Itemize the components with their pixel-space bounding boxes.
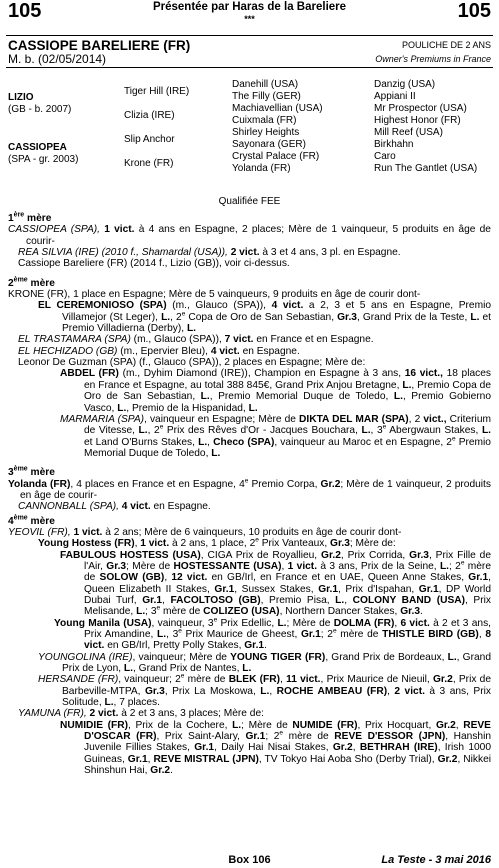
produce-cannonball: CANNONBALL (SPA), 4 vict. en Espagne.	[18, 501, 211, 513]
produce-youngolina: YOUNGOLINA (IRE), vainqueur; Mère de YOUNG TIGER (FR), Grand Prix de Bordeaux, L., Grand Prix de Lyon, L., Grand Prix de Nantes, L.	[38, 651, 491, 675]
produce-young-hostess: Young Hostess (FR), 1 vict. à 2 ans, 1 place, 2e Prix Vanteaux, Gr.3; Mère de:	[38, 536, 396, 550]
gen4-4: Highest Honor (FR)	[374, 115, 461, 126]
produce-el-trastamara: EL TRASTAMARA (SPA) (m., Glauco (SPA)), 7 vict. en France et en Espagne.	[18, 334, 374, 346]
sex-age: POULICHE DE 2 ANS	[401, 40, 491, 50]
section-heading-fourth-dam: 4ème mère	[8, 514, 55, 527]
gen3-7: Crystal Palace (FR)	[232, 151, 320, 162]
produce-numidie: NUMIDIE (FR), Prix de la Cochere, L.; Mère de NUMIDE (FR), Prix Hocquart, Gr.2, REVE D'OSCAR (FR), Prix Saint-Alary, Gr.1; 2e mère de REVE D'ESSOR (JPN), Hanshin Juvenile Fillies Stakes, Gr.1, Daily Hai Nisai Stakes, Gr.2, BETHRAH (IRE), Irish 1000 Guineas, Gr.1, REVE MISTRAL (JPN), TV Tokyo Hai Aoba Sho (Derby Trial), Gr.2, Nikkei Shinshun Hai, Gr.2.	[60, 719, 492, 777]
produce-leonor-de-guzman: Leonor De Guzman (SPA) (f., Glauco (SPA)), 2 places en Espagne; Mère de:	[18, 357, 366, 369]
gen4-2: Appiani II	[374, 91, 416, 102]
produce-abdel: ABDEL (FR) (m., Dyhim Diamond (IRE)), Champion en Espagne à 3 ans, 16 vict., 18 places en France et Espagne, au total 388 845€, Grand Prix Anjou Bretagne, L., Premio Copa de Oro de San Sebastian, L., Premio Memorial Duque de Toledo, L., Premio Gobierno Vasco, L., Premio de la Hispanidad, L.	[60, 368, 492, 414]
first-dam-line: CASSIOPEA (SPA), 1 vict. à 4 ans en Espagne, 2 places; Mère de 1 vainqueur, 5 produits en âge de courir-	[8, 224, 491, 247]
catalogue-page	[6, 0, 493, 868]
gen2-dam-sire: Slip Anchor	[124, 134, 175, 145]
produce-fabulous-hostess: FABULOUS HOSTESS (USA), CIGA Prix de Royallieu, Gr.2, Prix Corrida, Gr.3, Prix Fille de l'Air, Gr.3; Mère de HOSTESSANTE (USA), 1 vict. à 3 ans, Prix de la Seine, L.; 2e mère de SOLOW (GB), 12 vict. en GB/Irl, en France et en UAE, Queen Anne Stakes, Gr.1, Queen Elizabeth II Stakes, Gr.1, Sussex Stakes, Gr.1, Prix d'Ispahan, Gr.1, DP World Dubai Turf, Gr.1, FACOLTOSO (GB), Premio Pisa, L., COLONY BAND (USA), Prix Melisande, L.; 3e mère de COLIZEO (USA), Northern Dancer Stakes, Gr.3.	[60, 549, 492, 618]
gen3-8: Yolanda (FR)	[232, 163, 291, 174]
section-heading-first-dam: 1ère mère	[8, 211, 52, 224]
gen3-2: The Filly (GER)	[232, 91, 301, 102]
gen4-7: Caro	[374, 151, 396, 162]
produce-marmaria: MARMARIA (SPA), vainqueur en Espagne; Mère de DIKTA DEL MAR (SPA), 2 vict., Criterium de Vitesse, L., 2e Prix des Rêves d'Or - Jacques Bouchara, L., 3e Abergwaun Stakes, L. et Land O'Burns Stakes, L., Checo (SPA), vainqueur au Maroc et en Espagne, 2e Premio Memorial Duque de Toledo, L.	[60, 413, 491, 459]
gen3-1: Danehill (USA)	[232, 79, 299, 90]
gen3-6: Sayonara (GER)	[232, 139, 306, 150]
gen2-sire-sire: Tiger Hill (IRE)	[124, 86, 190, 97]
produce-yamuna: YAMUNA (FR), 2 vict. à 2 et 3 ans, 3 places; Mère de:	[18, 708, 264, 720]
sire-info: (GB - b. 2007)	[8, 104, 72, 115]
family-details	[8, 210, 491, 777]
sire-name: LIZIO	[8, 92, 34, 103]
owners-premiums: Owner's Premiums in France	[375, 54, 491, 64]
gen2-sire-dam: Clizia (IRE)	[124, 110, 175, 121]
presented-by: Présentée par Haras de la Bareliere	[152, 1, 347, 13]
gen3-3: Machiavellian (USA)	[232, 103, 323, 114]
dam-name: CASSIOPEA	[8, 142, 67, 153]
gen4-1: Danzig (USA)	[374, 79, 436, 90]
qualification-note: Qualifiée FEE	[218, 196, 281, 207]
produce-el-ceremonioso: EL CEREMONIOSO (SPA) (m., Glauco (SPA)), 4 vict. a 2, 3 et 5 ans en Espagne, Premio Villamejor (St Leger), L., 2e Copa de Oro de San Sebastian, Gr.3, Grand Prix de la Teste, L. et Premio Villadierna (Derby), L.	[38, 300, 491, 335]
produce-hersande: HERSANDE (FR), vainqueur; 2e mère de BLEK (FR), 11 vict., Prix Maurice de Nieuil, Gr.2, Prix de Barbeville-MTPA, Gr.3, Prix La Moskowa, L., ROCHE AMBEAU (FR), 2 vict. à 3 ans, Prix Solitude, L., 7 places.	[38, 673, 492, 709]
gen3-5: Shirley Heights	[232, 127, 300, 138]
lot-number-right: 105	[457, 0, 491, 22]
gen3-4: Cuixmala (FR)	[232, 115, 297, 126]
gen4-6: Birkhahn	[374, 139, 414, 150]
produce-el-hechizado: EL HECHIZADO (GB) (m., Epervier Bleu), 4 vict. en Espagne.	[18, 345, 300, 357]
venue-date: La Teste - 3 mai 2016	[381, 854, 491, 866]
third-dam-line: Yolanda (FR), 4 places en France et en Espagne, 4e Premio Corpa, Gr.2; Mère de 1 vainqueur, 2 produits en âge de courir-	[8, 477, 491, 501]
fourth-dam-line: YEOVIL (FR), 1 vict. à 2 ans; Mère de 6 vainqueurs, 10 produits en âge de courir dont-	[8, 526, 402, 538]
dam-info: (SPA - gr. 2003)	[8, 154, 79, 165]
header-rule-top	[6, 35, 493, 36]
gen4-8: Run The Gantlet (USA)	[374, 163, 478, 174]
section-heading-third-dam: 3ème mère	[8, 465, 55, 479]
gen4-5: Mill Reef (USA)	[374, 127, 443, 138]
produce-young-manila: Young Manila (USA), vainqueur, 3e Prix Edellic, L.; Mère de DOLMA (FR), 6 vict. à 2 et 3 ans, Prix Amandine, L., 3e Prix Maurice de Gheest, Gr.1; 2e mère de THISTLE BIRD (GB), 8 vict. en GB/Irl, Pretty Polly Stakes, Gr.1.	[54, 616, 491, 652]
box-number: Box 106	[228, 854, 271, 866]
header-rule-bottom	[6, 67, 493, 68]
lot-number-left: 105	[8, 0, 42, 22]
gen4-3: Mr Prospector (USA)	[374, 103, 467, 114]
section-heading-second-dam: 2ème mère	[8, 276, 55, 289]
second-dam-line: KRONE (FR), 1 place en Espagne; Mère de 5 vainqueurs, 9 produits en âge de courir dont-	[8, 289, 421, 301]
first-dam-produce-2: Cassiope Bareliere (FR) (2014 f., Lizio (GB)), voir ci-dessus.	[18, 258, 290, 270]
horse-name: CASSIOPE BARELIERE (FR)	[8, 38, 191, 53]
first-dam-produce-1: REA SILVIA (IRE) (2010 f., Shamardal (USA)), 2 vict. à 3 et 4 ans, 3 pl. en Espagne.	[18, 247, 401, 259]
horse-description: M. b. (02/05/2014)	[8, 52, 107, 66]
gen2-dam-dam: Krone (FR)	[124, 158, 174, 169]
stars-divider: ***	[244, 14, 255, 24]
